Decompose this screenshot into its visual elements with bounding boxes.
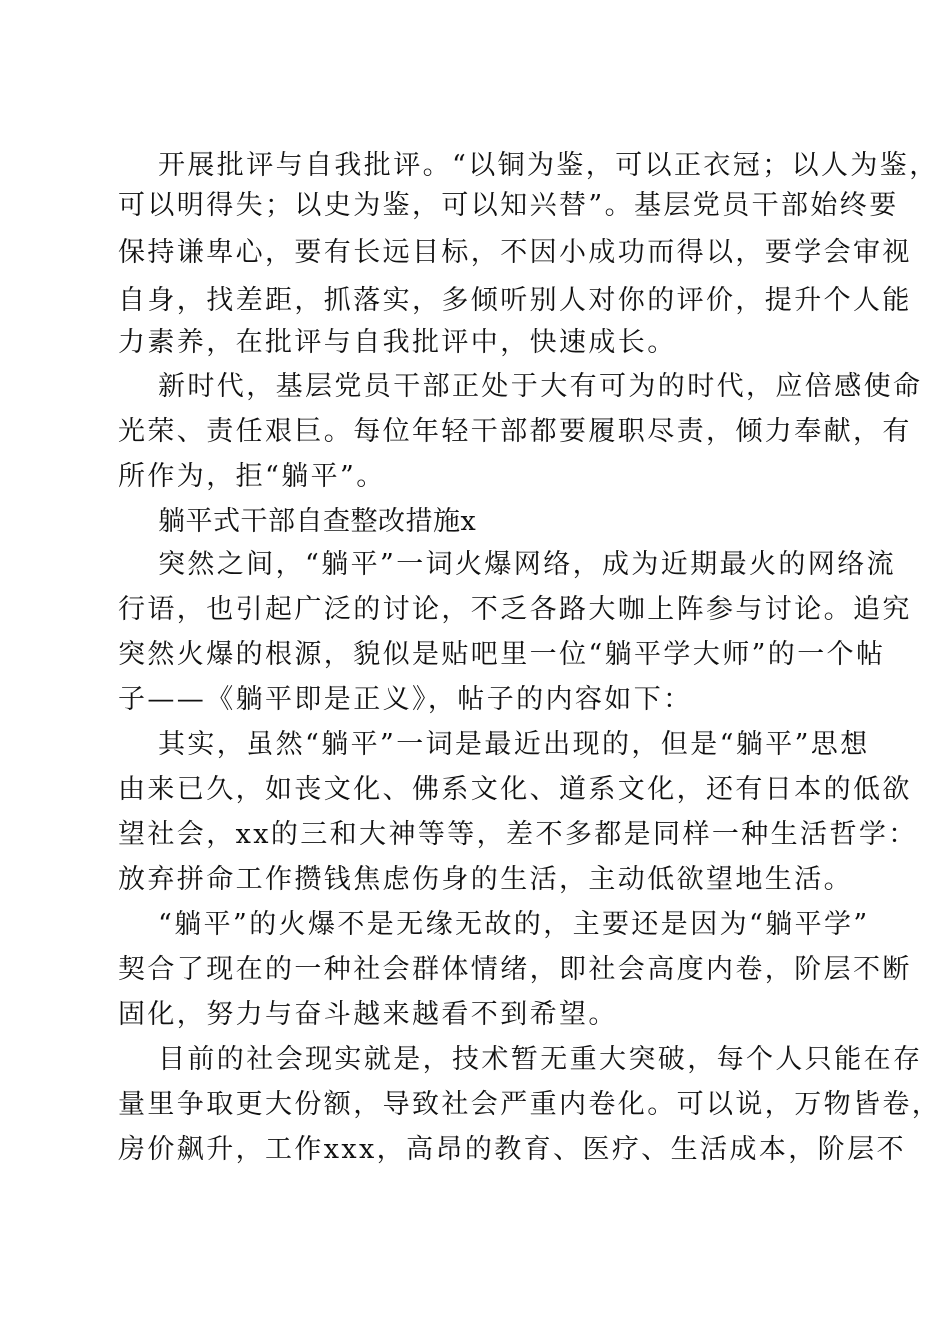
text-line: 其实，虽然“躺平”一词是最近出现的，但是“躺平”思想 (158, 729, 870, 760)
text-line: 行语，也引起广泛的讨论，不乏各路大咖上阵参与讨论。追究 (118, 594, 912, 625)
section-title: 躺平式干部自查整改措施x (158, 506, 477, 537)
text-line: 契合了现在的一种社会群体情绪，即社会高度内卷，阶层不断 (118, 954, 912, 985)
text-line: 固化，努力与奋斗越来越看不到希望。 (118, 999, 618, 1030)
text-line: 子——《躺平即是正义》，帖子的内容如下： (118, 684, 693, 715)
text-line: 望社会，xx的三和大神等等，差不多都是同样一种生活哲学： (118, 819, 918, 850)
text-line: 突然火爆的根源，貌似是贴吧里一位“躺平学大师”的一个帖 (118, 639, 886, 670)
text-line: 新时代，基层党员干部正处于大有可为的时代，应倍感使命 (158, 371, 923, 402)
text-line: “躺平”的火爆不是无缘无故的，主要还是因为“躺平学” (158, 909, 870, 940)
text-line: 开展批评与自我批评。“以铜为鉴，可以正衣冠；以人为鉴， (158, 150, 939, 181)
text-line: 放弃拼命工作攒钱焦虑伤身的生活，主动低欲望地生活。 (118, 864, 853, 895)
text-line: 保持谦卑心，要有长远目标，不因小成功而得以，要学会审视 (118, 237, 912, 268)
text-line: 可以明得失；以史为鉴，可以知兴替”。基层党员干部始终要 (118, 190, 899, 221)
text-line: 自身，找差距，抓落实，多倾听别人对你的评价，提升个人能 (118, 285, 912, 316)
text-line: 由来已久，如丧文化、佛系文化、道系文化，还有日本的低欲 (118, 774, 912, 805)
text-line: 量里争取更大份额，导致社会严重内卷化。可以说，万物皆卷， (118, 1089, 942, 1120)
text-line: 房价飙升，工作xxx，高昂的教育、医疗、生活成本，阶层不 (118, 1134, 906, 1165)
text-line: 目前的社会现实就是，技术暂无重大突破，每个人只能在存 (158, 1044, 923, 1075)
text-line: 突然之间，“躺平”一词火爆网络，成为近期最火的网络流 (158, 549, 897, 580)
text-line: 所作为，拒“躺平”。 (118, 461, 386, 492)
text-line: 力素养，在批评与自我批评中，快速成长。 (118, 327, 677, 358)
text-line: 光荣、责任艰巨。每位年轻干部都要履职尽责，倾力奉献，有 (118, 416, 912, 447)
